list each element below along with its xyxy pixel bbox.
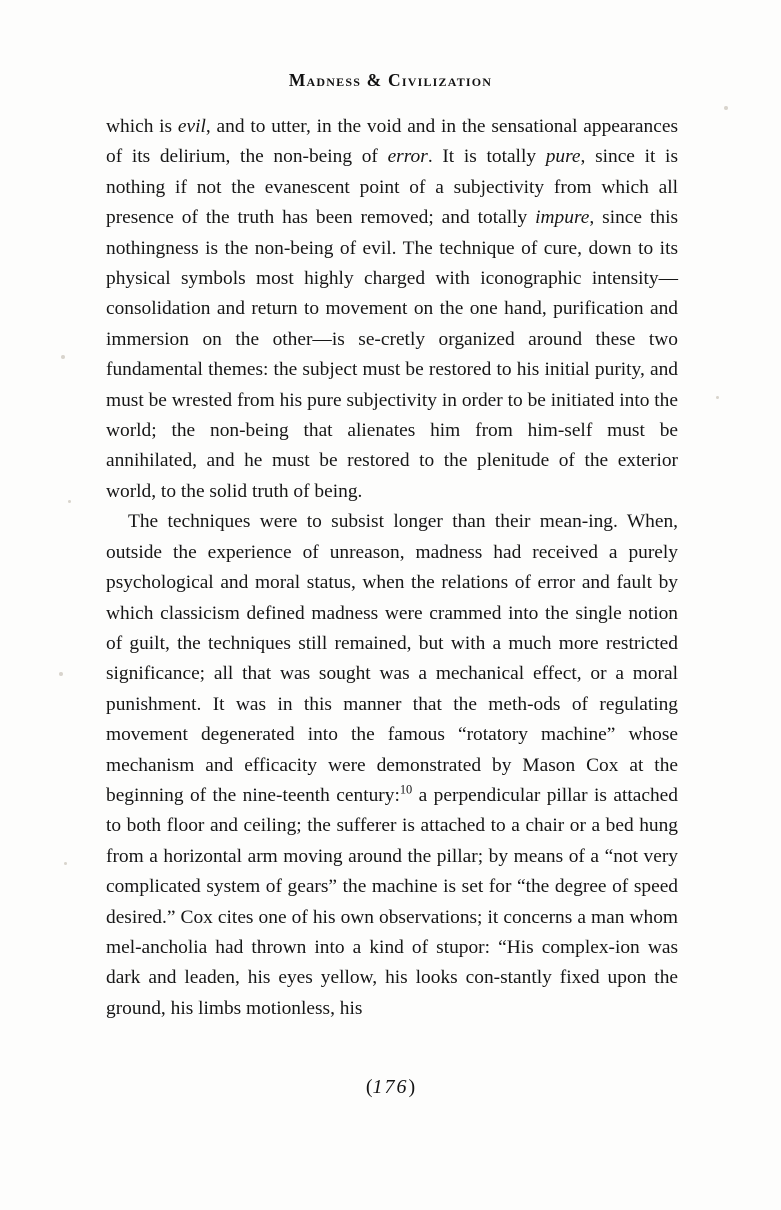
scan-speck [61,355,65,359]
scan-speck [64,862,67,865]
scan-speck [68,500,71,503]
scan-speck [716,396,719,399]
folio-number: 176 [372,1076,409,1098]
body-text [106,112,678,1024]
paragraph: which is evil, and to utter, in the void and in the sensational appearances of its delirium, the non-being of error. It is totally pure, since it is nothing if not the evanescent point of a subjectivity from which all presence of the truth has been removed; and totally impure, since this nothingness is the non-being of evil. The technique of cure, down to its physical symbols most highly charged with iconographic intensity—consolidation and return to movement on the one hand, purification and immersion on the other—is se‑cretly organized around these two fundamental themes: the subject must be restored to his initial purity, and must be wrested from his pure subjectivity in order to be initiated into the world; the non-being that alienates him from him‑self must be annihilated, and he must be restored to the plenitude of the exterior world, to the solid truth of being. [106,116,679,502]
scan-speck [59,672,63,676]
page-folio [0,1076,781,1099]
folio-close-paren: ) [408,1076,416,1098]
folio-open-paren: ( [365,1076,373,1098]
running-head: Madness & Civilization [288,70,493,90]
paragraph: The techniques were to subsist longer than their mean‑ing. When, outside the experience of unreason, madness had received a purely psychological and moral status, when the relations of error and fault by which classicism defined madness were crammed into the single notion of guilt, the techniques still remained, but with a much more restricted significance; all that was sought was a mechanical effect, or a moral punishment. It was in this manner that the meth‑ods of regulating movement degenerated into the famous “rotatory machine” whose mechanism and efficacity were demonstrated by Mason Cox at the beginning of the nine‑teenth century:$^{10}$ a perpendicular pillar is attached to both floor and ceiling; the sufferer is attached to a chair or a bed hung from a horizontal arm moving around the pillar; by means of a “not very complicated system of gears” the machine is set for “the degree of speed desired.” Cox cites one of his own observations; it concerns a man whom mel‑ancholia had thrown into a kind of stupor: “His complex‑ion was dark and leaden, his eyes yellow, his looks con‑stantly fixed upon the ground, his limbs motionless, his [106,511,678,1019]
scan-speck [724,106,728,110]
footnote-marker: 10 [399,782,413,797]
